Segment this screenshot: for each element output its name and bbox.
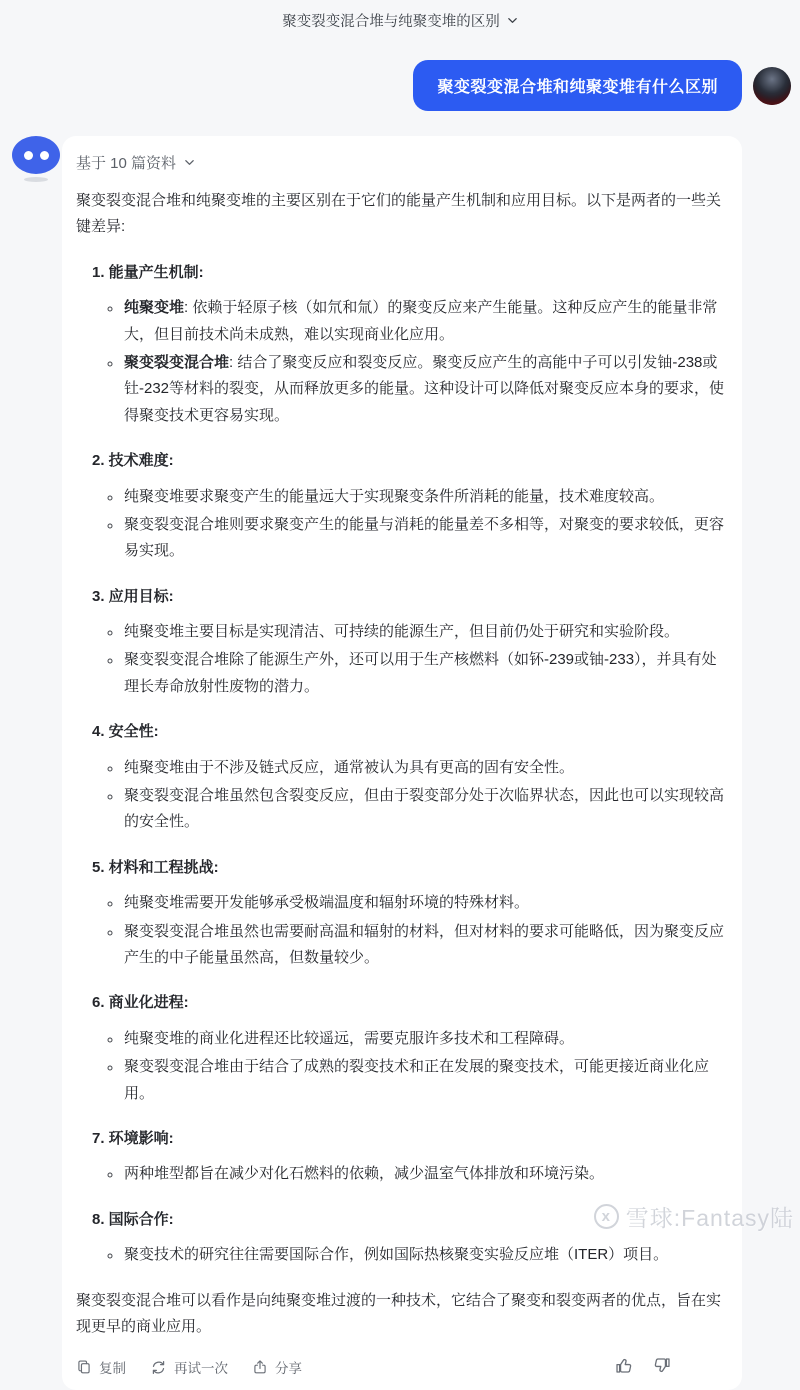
bullet-item: ◦ 聚变裂变混合堆则要求聚变产生的能量与消耗的能量差不多相等，对聚变的要求较低，更容易实现。: [122, 512, 728, 565]
robot-face-icon: [12, 136, 60, 174]
conversation-titlebar: [0, 0, 800, 31]
bullet-item: ◦ 聚变裂变混合堆虽然也需要耐高温和辐射的材料，但对材料的要求可能略低，因为聚变反应产生的中子能量虽然高，但数量较少。: [122, 919, 728, 972]
answer-intro: 聚变裂变混合堆和纯聚变堆的主要区别在于它们的能量产生机制和应用目标。以下是两者的一些关键差异:: [76, 192, 722, 236]
answer-body: [74, 188, 730, 1340]
assistant-message-row: [0, 136, 800, 1390]
share-label: 分享: [275, 1361, 302, 1377]
answer-section-6: [76, 990, 728, 1107]
bullet-item: ◦ 两种堆型都旨在减少对化石燃料的依赖，减少温室气体排放和环境污染。: [122, 1161, 728, 1187]
thumb-up-icon: [614, 1363, 633, 1378]
section-heading: 4. 安全性:: [92, 723, 159, 741]
retry-icon: [150, 1359, 167, 1376]
thumb-down-icon: [653, 1363, 672, 1378]
bullet-item: ◦ 聚变裂变混合堆除了能源生产外，还可以用于生产核燃料（如钚-239或铀-233），并具有处理长寿命放射性废物的潜力。: [122, 647, 728, 700]
answer-conclusion: 聚变裂变混合堆可以看作是向纯聚变堆过渡的一种技术，它结合了聚变和裂变两者的优点，旨在实现更早的商业应用。: [76, 1291, 722, 1335]
bullet-item: ◦ 纯聚变堆需要开发能够承受极端温度和辐射环境的特殊材料。: [122, 890, 728, 916]
robot-eye-left: [24, 151, 33, 160]
assistant-answer-card: [62, 136, 742, 1390]
page-title: 聚变裂变混合堆与纯聚变堆的区别: [282, 14, 500, 30]
bullet-item: ◦ 聚变技术的研究往往需要国际合作，例如国际热核聚变实验反应堆（ITER）项目。: [122, 1242, 728, 1268]
watermark-text: 雪球:Fantasy陆: [625, 1205, 794, 1231]
section-heading: 5. 材料和工程挑战:: [92, 858, 219, 876]
user-message-row: [0, 60, 800, 111]
answer-section-2: [76, 448, 728, 565]
user-avatar[interactable]: [753, 67, 791, 105]
sources-label: 基于 10 篇资料: [76, 155, 177, 172]
retry-label: 再试一次: [174, 1361, 228, 1377]
chevron-down-icon[interactable]: [507, 15, 518, 26]
bullet-item: ◦ 聚变裂变混合堆: 结合了聚变反应和裂变反应。聚变反应产生的高能中子可以引发铀-238或钍-232等材料的裂变，从而释放更多的能量。这种设计可以降低对聚变反应本身的要求，使得聚变技术更容易实现。: [122, 350, 728, 429]
answer-section-1: [76, 260, 728, 429]
section-heading: 6. 商业化进程:: [92, 994, 189, 1012]
copy-label: 复制: [99, 1361, 126, 1377]
section-heading: 7. 环境影响:: [92, 1129, 174, 1147]
share-icon: [252, 1359, 268, 1375]
xueqiu-logo-icon: x: [594, 1204, 619, 1229]
thumb-up-button[interactable]: [614, 1356, 633, 1378]
section-heading: 8. 国际合作:: [92, 1210, 174, 1228]
answer-section-8: [76, 1207, 728, 1269]
bullet-item: ◦ 纯聚变堆要求聚变产生的能量远大于实现聚变条件所消耗的能量，技术难度较高。: [122, 484, 728, 510]
bullet-item: ◦ 纯聚变堆的商业化进程还比较遥远，需要克服许多技术和工程障碍。: [122, 1026, 728, 1052]
chevron-down-icon: [184, 157, 195, 168]
sources-toggle[interactable]: [74, 152, 730, 173]
feedback-buttons: [614, 1356, 728, 1378]
bullet-item: ◦ 纯聚变堆: 依赖于轻原子核（如氘和氚）的聚变反应来产生能量。这种反应产生的能量非常大，但目前技术尚未成熟，难以实现商业化应用。: [122, 295, 728, 348]
share-button[interactable]: [252, 1357, 302, 1377]
robot-eye-right: [40, 151, 49, 160]
bullet-item: ◦ 纯聚变堆主要目标是实现清洁、可持续的能源生产，但目前仍处于研究和实验阶段。: [122, 619, 728, 645]
section-heading: 2. 技术难度:: [92, 452, 174, 470]
answer-section-3: [76, 584, 728, 701]
answer-section-7: [76, 1126, 728, 1188]
copy-button[interactable]: [76, 1357, 126, 1377]
copy-icon: [76, 1359, 92, 1375]
answer-section-5: [76, 855, 728, 972]
retry-button[interactable]: [150, 1357, 228, 1377]
answer-toolbar: [74, 1356, 730, 1378]
bullet-item: ◦ 纯聚变堆由于不涉及链式反应，通常被认为具有更高的固有安全性。: [122, 755, 728, 781]
section-heading: 3. 应用目标:: [92, 587, 174, 605]
user-message-bubble: 聚变裂变混合堆和纯聚变堆有什么区别: [413, 60, 742, 111]
bullet-item: ◦ 聚变裂变混合堆虽然包含裂变反应，但由于裂变部分处于次临界状态，因此也可以实现较高的安全性。: [122, 783, 728, 836]
assistant-avatar: [10, 136, 62, 182]
bullet-item: ◦ 聚变裂变混合堆由于结合了成熟的裂变技术和正在发展的聚变技术，可能更接近商业化应用。: [122, 1054, 728, 1107]
thumb-down-button[interactable]: [653, 1356, 672, 1378]
answer-section-4: [76, 719, 728, 836]
avatar-shadow: [24, 177, 48, 182]
section-heading: 1. 能量产生机制:: [92, 263, 204, 281]
